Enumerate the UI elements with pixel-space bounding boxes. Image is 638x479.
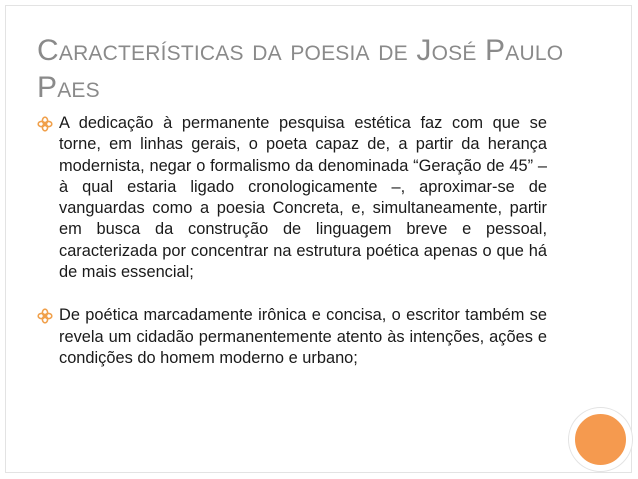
slide-content: [37, 113, 547, 369]
bullet-quatrefoil-icon: [37, 308, 53, 324]
slide-title: Características da poesia de José Paulo Paes: [37, 34, 564, 104]
bullet-quatrefoil-icon: [37, 116, 53, 132]
decorative-circle: [569, 408, 632, 471]
bullet-text: De poética marcadamente irônica e concisa, o escritor também se revela um cidadão permanentemente atento às intenções, ações e condições do homem moderno e urbano;: [59, 306, 547, 367]
bullet-item: [37, 113, 547, 283]
bullet-item: [37, 305, 547, 369]
bullet-text: A dedicação à permanente pesquisa estética faz com que se torne, em linhas gerais, o poeta capaz de, a partir da herança modernista, negar o formalismo da denominada “Geração de 45” – à qual estaria ligado cronologicamente –, aproximar-se de vanguardas como a poesia Concreta, e, simultaneamente, partir em busca da construção de linguagem breve e pessoal, caracterizada por concentrar na estrutura poética apenas o que há de mais essencial;: [59, 114, 547, 282]
